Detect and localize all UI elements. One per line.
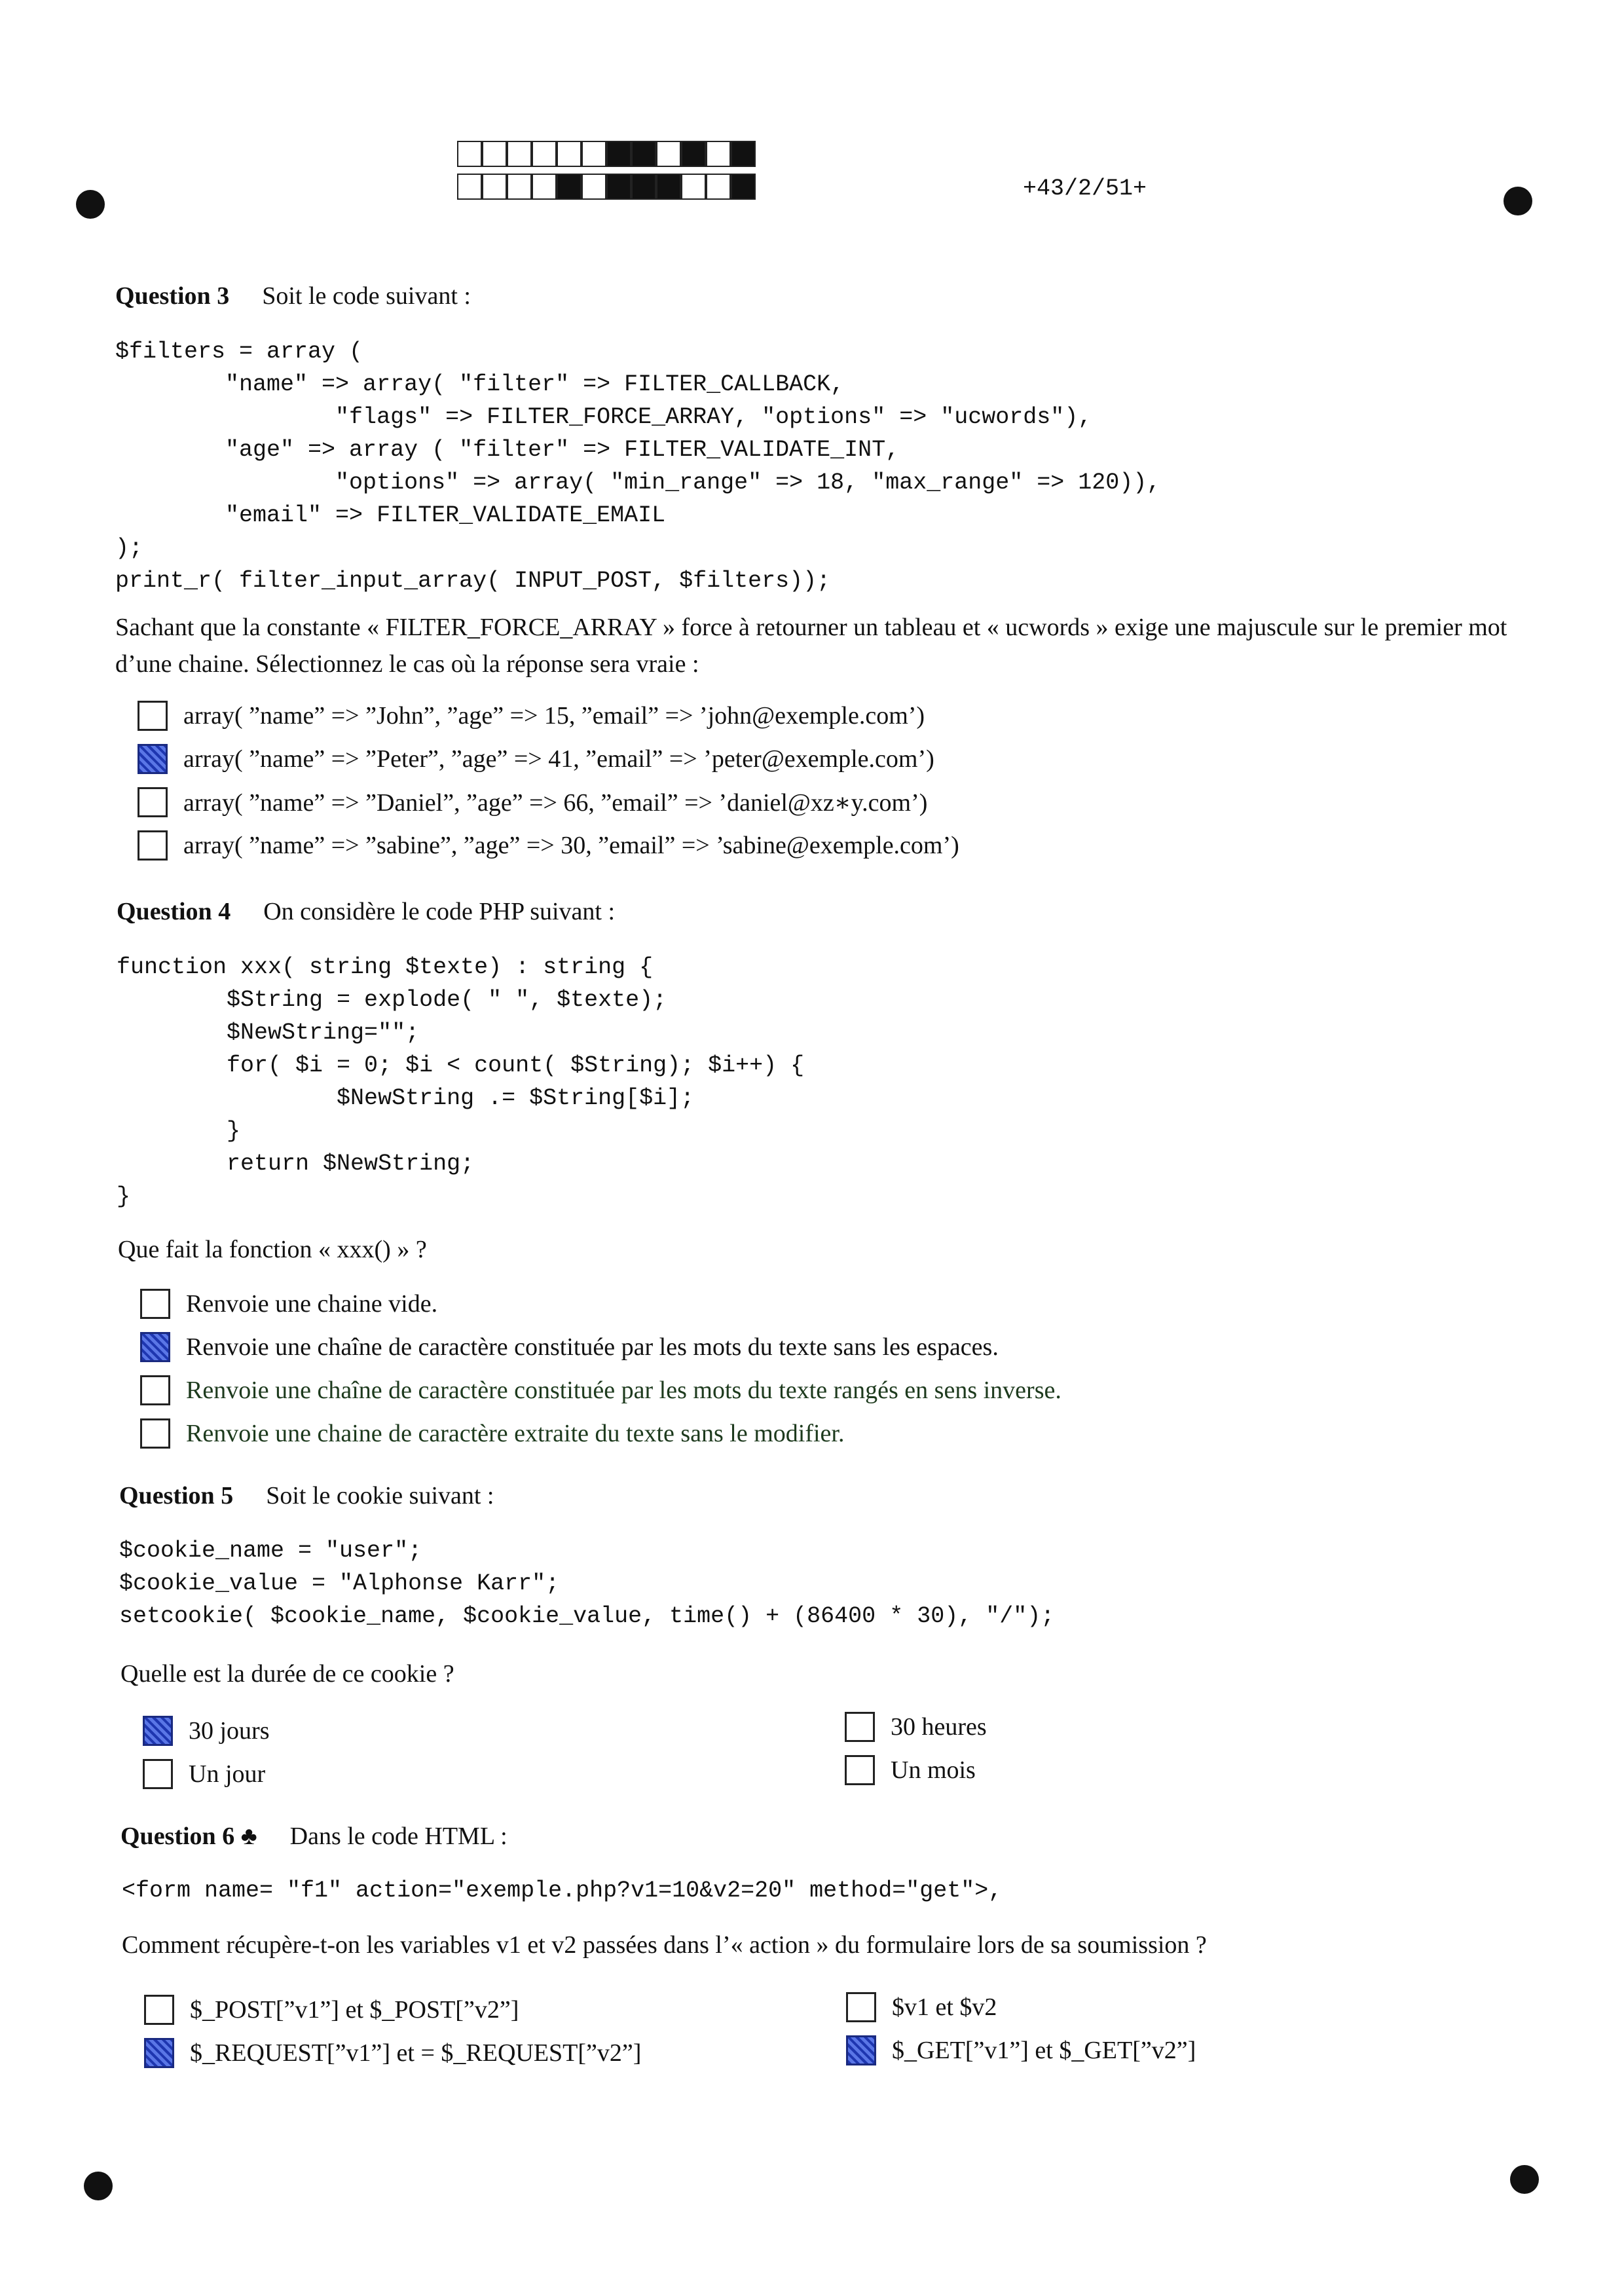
option-label: $_REQUEST[”v1”] et = $_REQUEST[”v2”] [190,2039,642,2067]
checkbox[interactable] [138,701,168,731]
checkbox[interactable] [845,1755,875,1785]
option-label: Un jour [189,1760,266,1788]
option-label: Renvoie une chaîne de caractère constituée par les mots du texte rangés en sens inverse. [186,1377,1061,1404]
question-6-text: Comment récupère-t-on les variables v1 et v2 passées dans l’« action » du formulaire lors de sa soumission ? [122,1931,1207,1959]
checkbox-checked[interactable] [140,1332,170,1362]
registration-mark-bottom-left [84,2172,113,2200]
q4-option-4[interactable] [140,1418,844,1449]
option-label: Renvoie une chaine de caractère extraite du texte sans le modifier. [186,1420,845,1447]
question-number: Question 6 ♣ [120,1823,257,1850]
checkbox[interactable] [144,1995,174,2025]
q4-option-1[interactable] [140,1289,437,1319]
checkbox[interactable] [138,830,168,861]
checkbox[interactable] [845,1712,875,1742]
checkbox[interactable] [138,787,168,817]
option-label: $_POST[”v1”] et $_POST[”v2”] [190,1996,519,2024]
page-id: +43/2/51+ [1023,176,1147,202]
q3-option-4[interactable] [138,830,959,861]
q5-option-30-jours[interactable] [143,1716,270,1746]
question-4-code: function xxx( string $texte) : string { $String = explode( " ", $texte); $NewString=""; for( $i = 0; $i < count( $String); $i++) { $NewString .= $String[$i]; } return $NewString; } [117,954,805,1210]
question-intro: Soit le cookie suivant : [266,1482,494,1509]
page-barcode [457,141,756,206]
option-label: array( ”name” => ”Daniel”, ”age” => 66, ”email” => ’daniel@xz∗y.com’) [183,788,928,817]
question-number: Question 4 [117,898,231,925]
checkbox[interactable] [140,1375,170,1405]
checkbox[interactable] [846,1992,876,2022]
q6-option-post[interactable] [144,1995,519,2025]
question-4-header [117,897,615,926]
question-3-code: $filters = array ( "name" => array( "filter" => FILTER_CALLBACK, "flags" => FILTER_FORCE_ARRAY, "options" => "ucwords"), "age" => array ( "filter" => FILTER_VALIDATE_INT, "options" => array( "min_range" => 18, "max_range" => 120)), "email" => FILTER_VALIDATE_EMAIL ); print_r( filter_input_array( INPUT_POST, $filters)); [115,339,1161,594]
q4-option-3[interactable] [140,1375,1061,1405]
q6-option-get[interactable] [846,2035,1196,2065]
checkbox-checked[interactable] [138,744,168,774]
q5-option-30-heures[interactable] [845,1712,987,1742]
q3-option-3[interactable] [138,787,927,817]
registration-mark-bottom-right [1510,2165,1539,2194]
checkbox-checked[interactable] [144,2038,174,2068]
club-icon: ♣ [240,1823,257,1850]
option-label: Un mois [891,1756,976,1784]
option-label: $_GET[”v1”] et $_GET[”v2”] [892,2037,1196,2064]
q4-option-2[interactable] [140,1332,999,1362]
q6-option-vars[interactable] [846,1992,997,2022]
question-3-text: Sachant que la constante « FILTER_FORCE_ARRAY » force à retourner un tableau et « ucwords » exige une majuscule sur le premier mot d’une chaine. Sélectionnez le cas où la réponse sera vraie : [115,614,1507,678]
checkbox[interactable] [140,1418,170,1449]
question-4-text: Que fait la fonction « xxx() » ? [118,1236,427,1263]
question-6-header [120,1822,507,1851]
checkbox-checked[interactable] [143,1716,173,1746]
question-5-header [119,1481,494,1510]
question-3-header [115,282,471,310]
option-label: Renvoie une chaine vide. [186,1290,438,1318]
q5-option-un-jour[interactable] [143,1759,265,1789]
question-intro: On considère le code PHP suivant : [263,898,616,925]
registration-mark-top-left [76,190,105,219]
q3-option-2[interactable] [138,744,934,774]
question-number: Question 5 [119,1482,234,1509]
q3-option-1[interactable] [138,701,925,731]
option-label: Renvoie une chaîne de caractère constituée par les mots du texte sans les espaces. [186,1333,999,1361]
option-label: $v1 et $v2 [892,1993,997,2021]
checkbox[interactable] [140,1289,170,1319]
question-number: Question 3 [115,282,230,310]
q6-option-request[interactable] [144,2038,641,2068]
question-6-code: <form name= "f1" action="exemple.php?v1=10&v2=20" method="get">, [122,1878,1003,1904]
option-label: array( ”name” => ”John”, ”age” => 15, ”email” => ’john@exemple.com’) [183,702,925,730]
option-label: array( ”name” => ”sabine”, ”age” => 30, ”email” => ’sabine@exemple.com’) [183,832,959,859]
checkbox[interactable] [143,1759,173,1789]
question-5-code: $cookie_name = "user"; $cookie_value = "Alphonse Karr"; setcookie( $cookie_name, $cookie_value, time() + (86400 * 30), "/"); [119,1538,1055,1629]
checkbox-checked[interactable] [846,2035,876,2065]
q5-option-un-mois[interactable] [845,1755,976,1785]
question-5-text: Quelle est la durée de ce cookie ? [120,1660,454,1688]
registration-mark-top-right [1504,187,1532,215]
option-label: 30 heures [891,1713,987,1741]
question-intro: Dans le code HTML : [289,1823,507,1850]
question-intro: Soit le code suivant : [262,282,471,310]
option-label: 30 jours [189,1717,270,1745]
option-label: array( ”name” => ”Peter”, ”age” => 41, ”email” => ’peter@exemple.com’) [183,745,934,773]
